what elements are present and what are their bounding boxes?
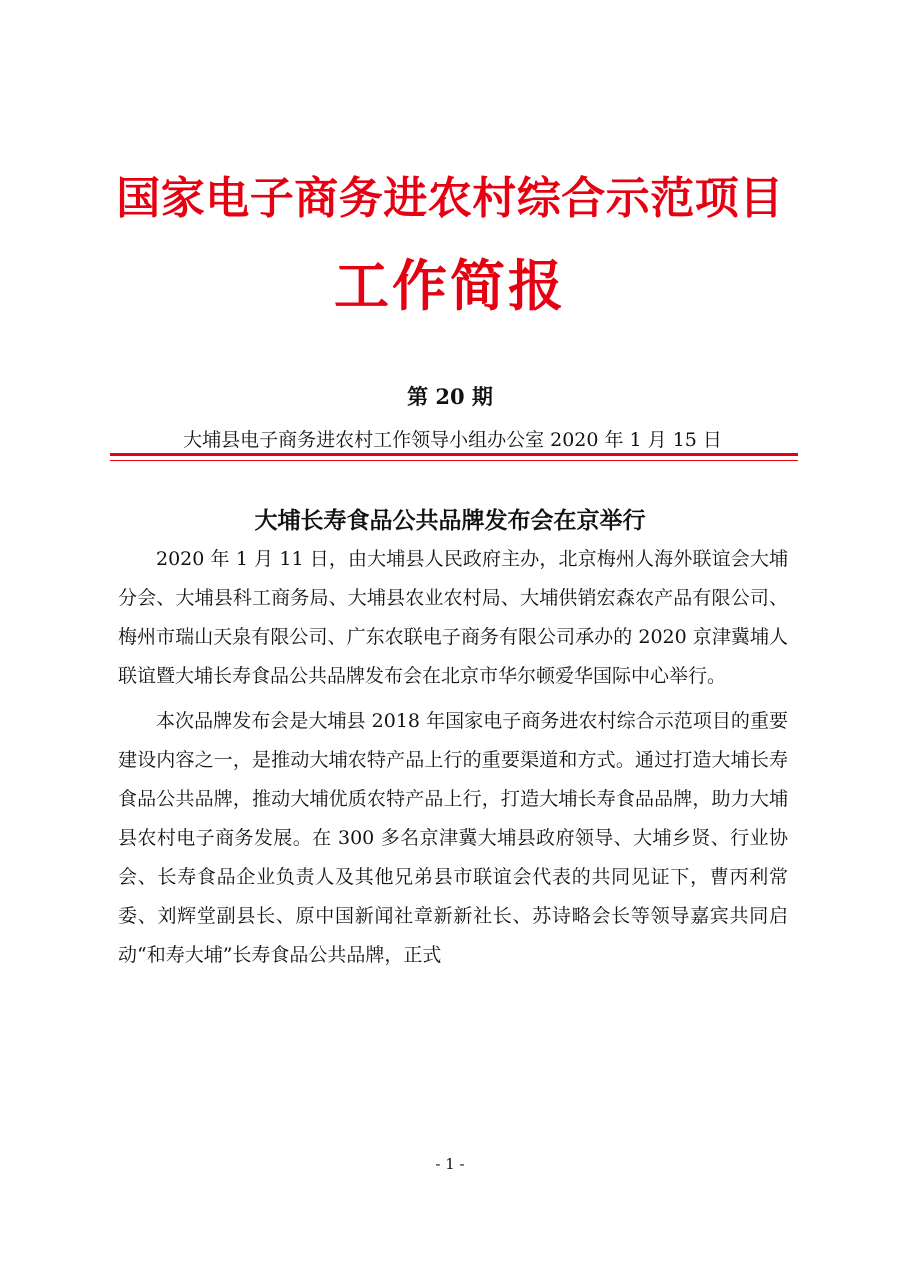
- article-paragraph: 本次品牌发布会是大埔县 2018 年国家电子商务进农村综合示范项目的重要建设内容之一，是推动大埔农特产品上行的重要渠道和方式。通过打造大埔长寿食品公共品牌，推动大埔优质农特产品上行，打造大埔长寿食品品牌，助力大埔县农村电子商务发展。在 300 多名京津冀大埔县政府领导、大埔乡贤、行业协会、长寿食品企业负责人及其他兄弟县市联谊会代表的共同见证下，曹丙利常委、刘辉堂副县长、原中国新闻社章新新社长、苏诗略会长等领导嘉宾共同启动“和寿大埔”长寿食品公共品牌，正式: [118, 710, 788, 966]
- red-divider-thick: [110, 453, 798, 456]
- article-body: [118, 540, 788, 975]
- issuer-date-line: 大埔县电子商务进农村工作领导小组办公室 2020 年 1 月 15 日: [183, 429, 722, 451]
- article-title: 大埔长寿食品公共品牌发布会在京举行: [254, 507, 646, 534]
- page-number: - 1 -: [435, 1155, 465, 1173]
- masthead-subtitle: 工作简报: [333, 253, 566, 318]
- masthead-title: 国家电子商务进农村综合示范项目: [116, 173, 784, 224]
- red-divider-thin: [110, 460, 798, 461]
- article-paragraph: 2020 年 1 月 11 日，由大埔县人民政府主办，北京梅州人海外联谊会大埔分会、大埔县科工商务局、大埔县农业农村局、大埔供销宏森农产品有限公司、梅州市瑞山天泉有限公司、广东农联电子商务有限公司承办的 2020 京津冀埔人联谊暨大埔长寿食品公共品牌发布会在北京市华尔顿爱华国际中心举行。: [118, 548, 788, 687]
- issue-number: 第 20 期: [407, 384, 493, 409]
